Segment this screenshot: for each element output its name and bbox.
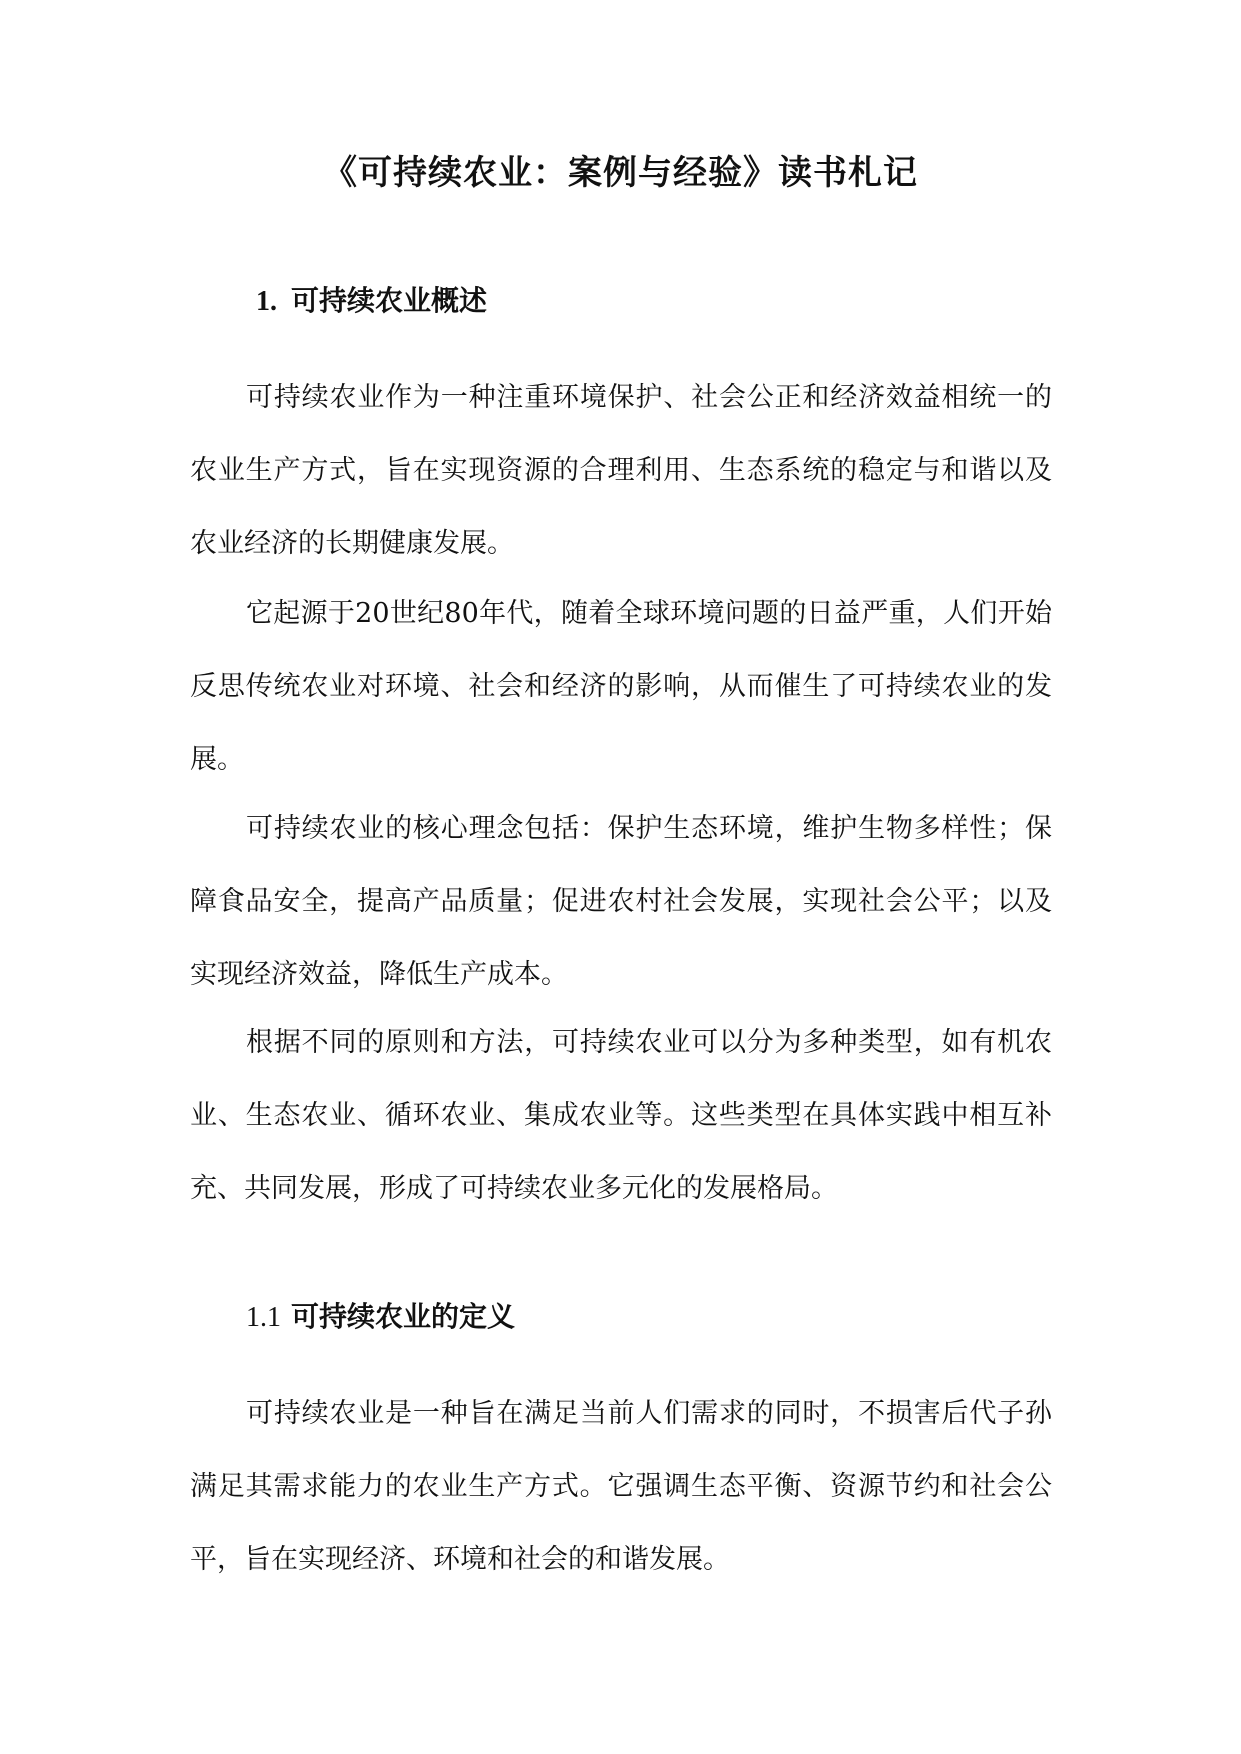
section-heading-1-1 <box>246 1297 515 1338</box>
paragraph: 可持续农业的核心理念包括：保护生态环境，维护生物多样性；保障食品安全，提高产品质量；促进农村社会发展，实现社会公平；以及实现经济效益，降低生产成本。 <box>190 813 1052 990</box>
document-title: 《可持续农业：案例与经验》读书札记 <box>323 153 918 193</box>
section-heading-1 <box>256 281 487 322</box>
section-number: 1.1 <box>246 1302 281 1333</box>
paragraph: 可持续农业作为一种注重环境保护、社会公正和经济效益相统一的农业生产方式，旨在实现资源的合理利用、生态系统的稳定与和谐以及农业经济的长期健康发展。 <box>190 382 1052 559</box>
paragraph: 可持续农业是一种旨在满足当前人们需求的同时，不损害后代子孙满足其需求能力的农业生产方式。它强调生态平衡、资源节约和社会公平，旨在实现经济、环境和社会的和谐发展。 <box>190 1398 1052 1575</box>
section-number: 1. <box>256 286 277 317</box>
paragraph: 根据不同的原则和方法，可持续农业可以分为多种类型，如有机农业、生态农业、循环农业、集成农业等。这些类型在具体实践中相互补充、共同发展，形成了可持续农业多元化的发展格局。 <box>190 1027 1052 1204</box>
section-heading-text: 可持续农业的定义 <box>291 1300 516 1333</box>
paragraph: 它起源于20世纪80年代，随着全球环境问题的日益严重，人们开始反思传统农业对环境、社会和经济的影响，从而催生了可持续农业的发展。 <box>190 598 1052 775</box>
section-heading-text: 可持续农业概述 <box>291 284 488 317</box>
